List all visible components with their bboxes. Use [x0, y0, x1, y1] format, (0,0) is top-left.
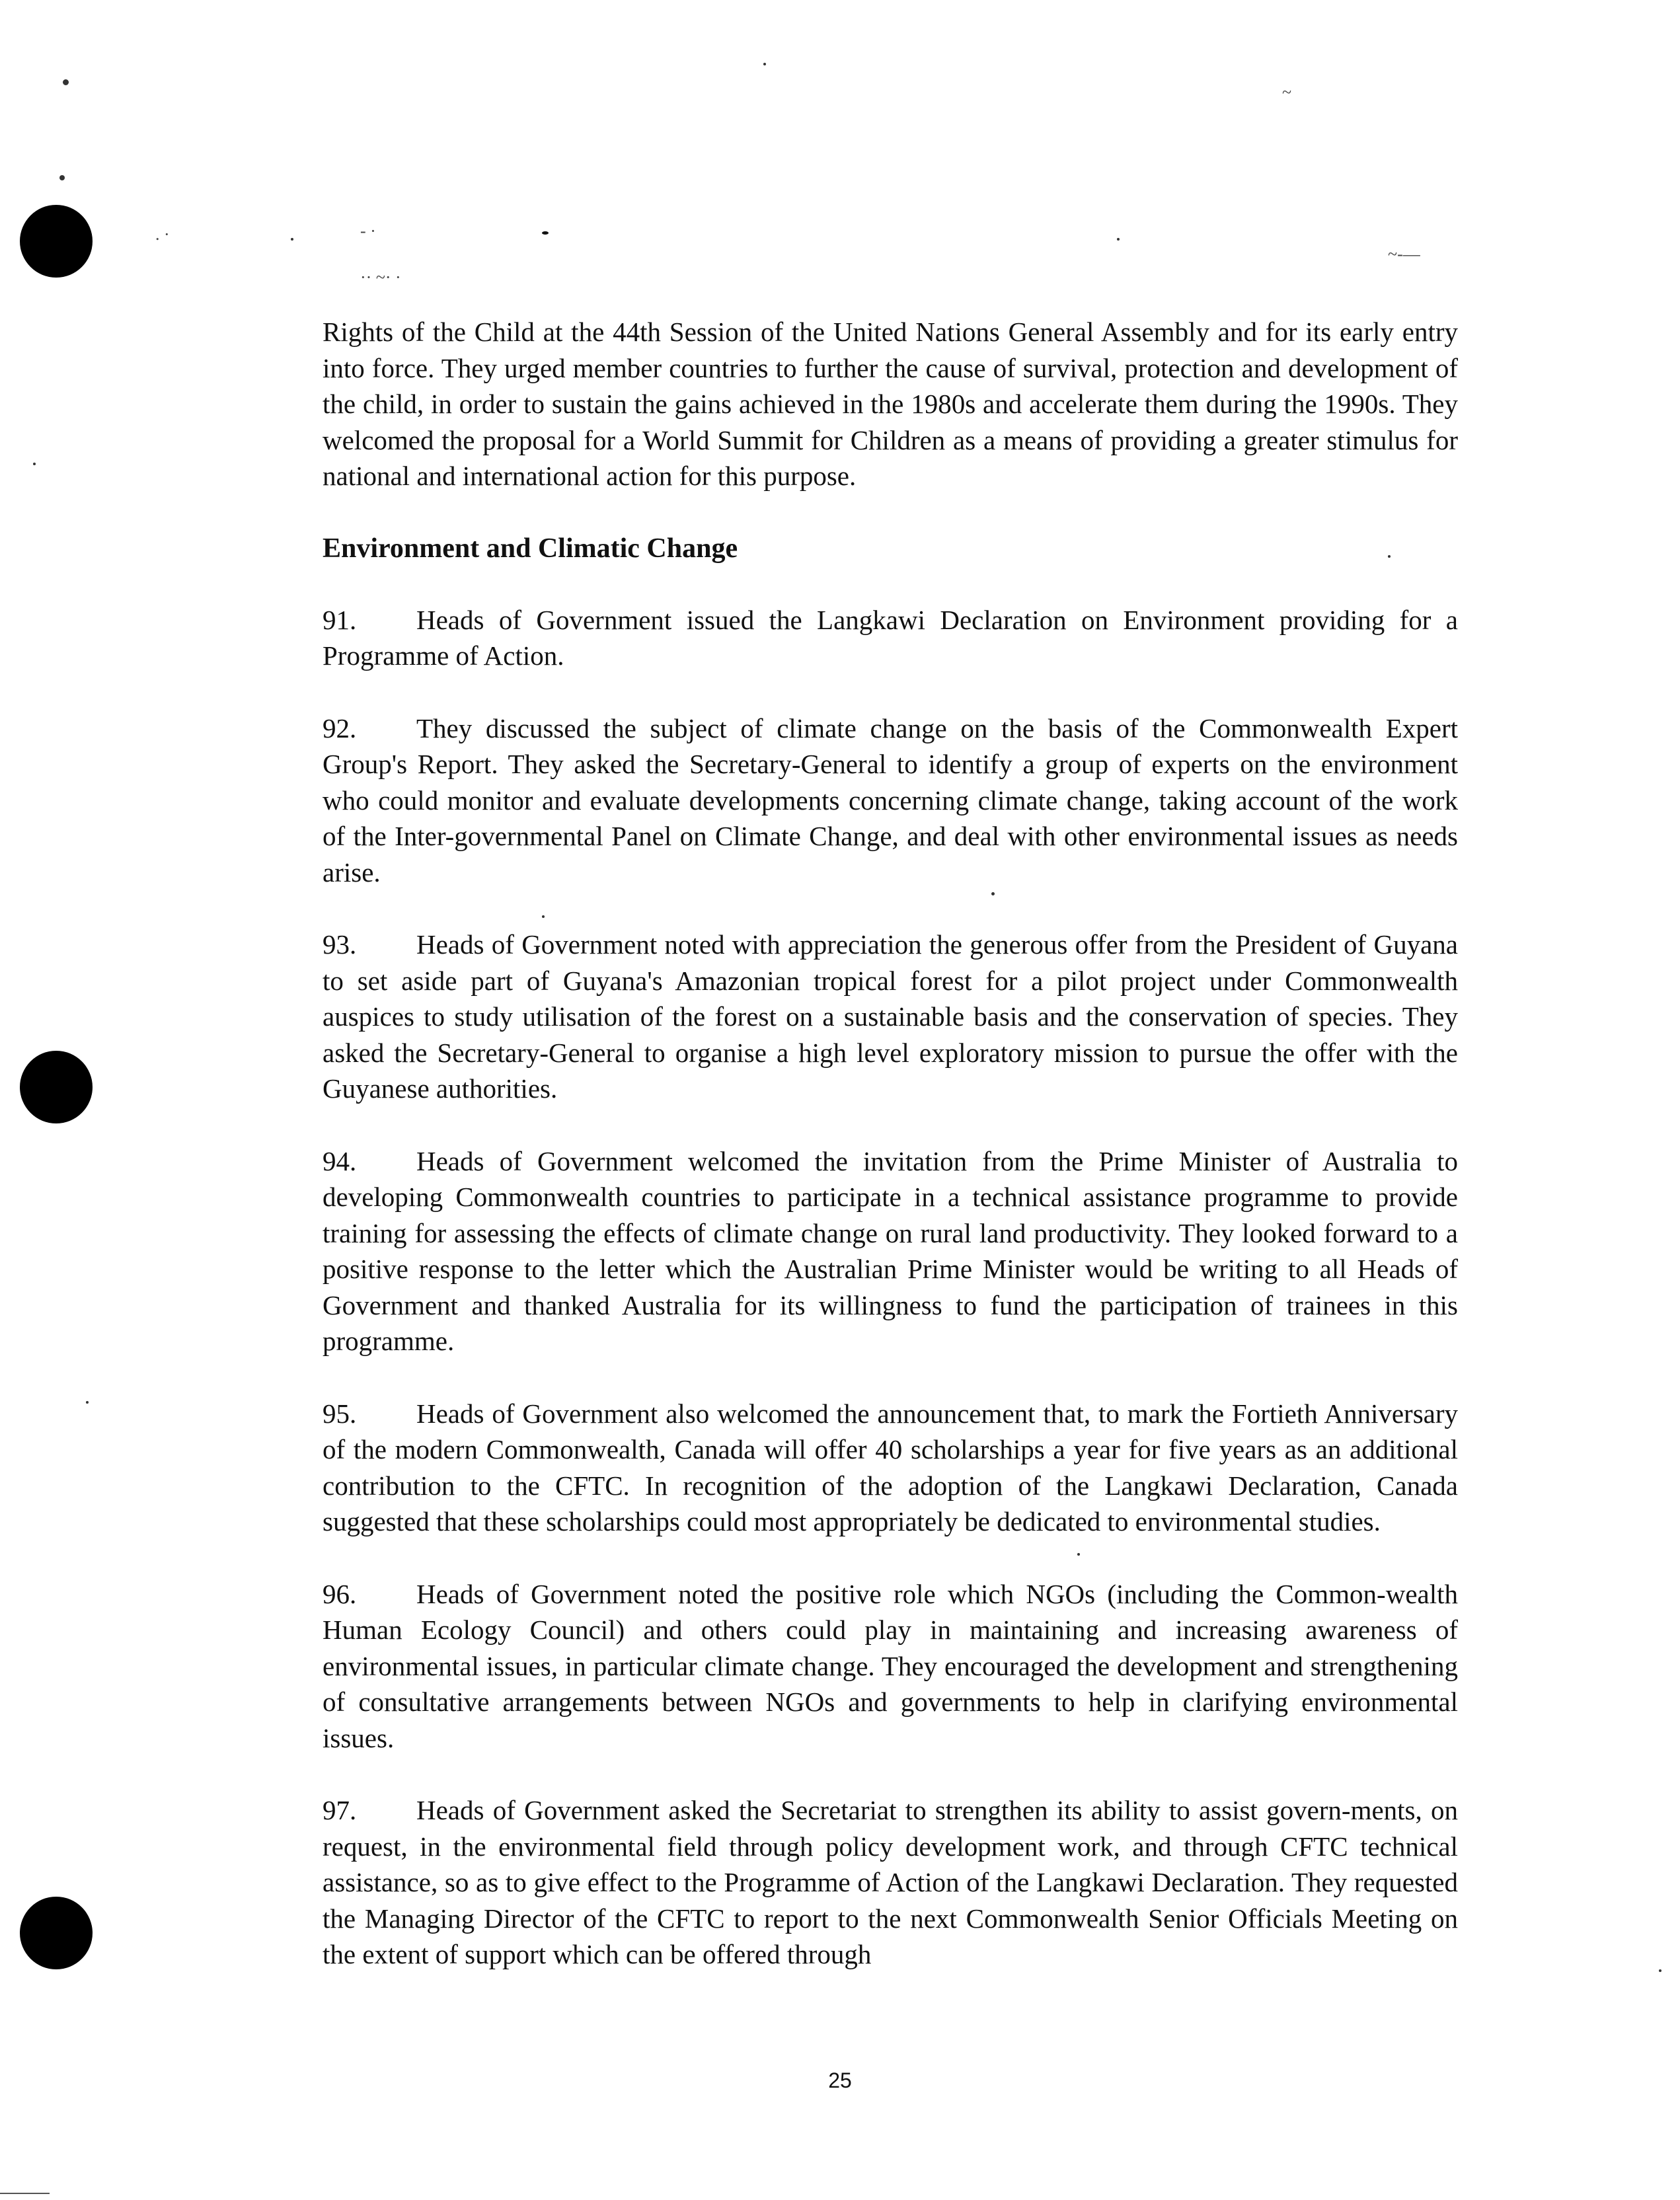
paragraph-number: 91.	[323, 604, 357, 635]
intro-paragraph: Rights of the Child at the 44th Session of the United Nations General Assembly and for its early entry into force. They urged member countries to further the cause of survival, protection and development of the child, in order to sustain the gains achieved in the 1980s and accelerate them during the 1990s. They welcomed the proposal for a World Summit for Children as a means of providing a greater stimulus for national and international action for this purpose.	[323, 317, 1458, 491]
paragraph-number: 92.	[323, 712, 357, 743]
scan-artifact-mark: - ·	[360, 221, 376, 241]
paragraph-92	[323, 710, 1458, 891]
paragraph-95	[323, 1396, 1458, 1540]
scan-artifact-mark: ·· ~· ·	[360, 268, 401, 287]
scan-speck	[86, 1401, 89, 1404]
document-body	[323, 314, 1458, 2009]
paragraph-number: 93.	[323, 929, 357, 960]
page-number: 25	[828, 2068, 852, 2092]
scan-speck	[1117, 238, 1120, 241]
paragraph-text: Heads of Government issued the Langkawi Declaration on Environment providing for a Programme of Action.	[323, 604, 1458, 671]
scan-edge-line	[0, 2193, 50, 2194]
scan-speck	[291, 238, 293, 241]
paragraph-97	[323, 1792, 1458, 1973]
paragraph-text: Heads of Government noted the positive role which NGOs (including the Common-wealth Human Ecology Council) and others could play in maintaining and increasing awareness of environmental issues, in particular climate change. They encouraged the development and strengthening of consultative arrangements between NGOs and governments to help in clarifying environmental issues.	[323, 1578, 1458, 1753]
paragraph-text: Heads of Government welcomed the invitation from the Prime Minister of Australia to developing Commonwealth countries to participate in a technical assistance programme to provide training for assessing the effects of climate change on rural land productivity. They looked forward to a positive response to the letter which the Australian Prime Minister would be writing to all Heads of Government and thanked Australia for its willingness to fund the participation of trainees in this programme.	[323, 1145, 1458, 1356]
paragraph-text: Heads of Government asked the Secretariat to strengthen its ability to assist govern-ments, on request, in the environmental field through policy development work, and through CFTC technical assistance, so as to give effect to the Programme of Action of the Langkawi Declaration. They requested the Managing Director of the CFTC to report to the next Commonwealth Senior Officials Meeting on the extent of support which can be offered through	[323, 1795, 1458, 1969]
paragraph-96	[323, 1576, 1458, 1757]
scan-speck	[59, 175, 65, 180]
punch-hole-middle	[20, 1051, 93, 1123]
paragraph-number: 95.	[323, 1398, 357, 1429]
scan-artifact-mark: ~-—	[1388, 245, 1420, 264]
paragraph-number: 97.	[323, 1795, 357, 1825]
scan-artifact-mark: ~	[1282, 83, 1292, 102]
paragraph-number: 96.	[323, 1578, 357, 1609]
scan-artifact-mark: . ·	[155, 225, 170, 244]
paragraph-text: Heads of Government noted with appreciation the generous offer from the President of Guyana to set aside part of Guyana's Amazonian tropical forest for a pilot project under Commonwealth auspices to study utilisation of the forest on a sustainable basis and the conservation of species. They asked the Secretary-General to organise a high level exploratory mission to pursue the offer with the Guyanese authorities.	[323, 929, 1458, 1104]
scan-speck	[33, 463, 36, 465]
paragraph-text: They discussed the subject of climate change on the basis of the Commonwealth Expert Group's Report. They asked the Secretary-General to identify a group of experts on the environment who could monitor and evaluate developments concerning climate change, taking account of the work of the Inter-governmental Panel on Climate Change, and deal with other environmental issues as needs arise.	[323, 712, 1458, 888]
scan-speck	[1659, 1969, 1661, 1972]
scan-speck	[763, 63, 766, 65]
paragraph-number: 94.	[323, 1145, 357, 1176]
section-heading: Environment and Climatic Change	[323, 533, 738, 564]
paragraph-93	[323, 927, 1458, 1107]
paragraph-text: Heads of Government also welcomed the announcement that, to mark the Fortieth Anniversary of the modern Commonwealth, Canada will offer 40 scholarships a year for five years as an additional contribution to the CFTC. In recognition of the adoption of the Langkawi Declaration, Canada suggested that these scholarships could most appropriately be dedicated to environmental studies.	[323, 1398, 1458, 1536]
punch-hole-bottom	[20, 1897, 93, 1969]
scan-speck	[542, 231, 549, 235]
punch-hole-top	[20, 205, 93, 278]
paragraph-94	[323, 1143, 1458, 1359]
paragraph-91	[323, 602, 1458, 674]
scan-speck	[63, 79, 69, 85]
